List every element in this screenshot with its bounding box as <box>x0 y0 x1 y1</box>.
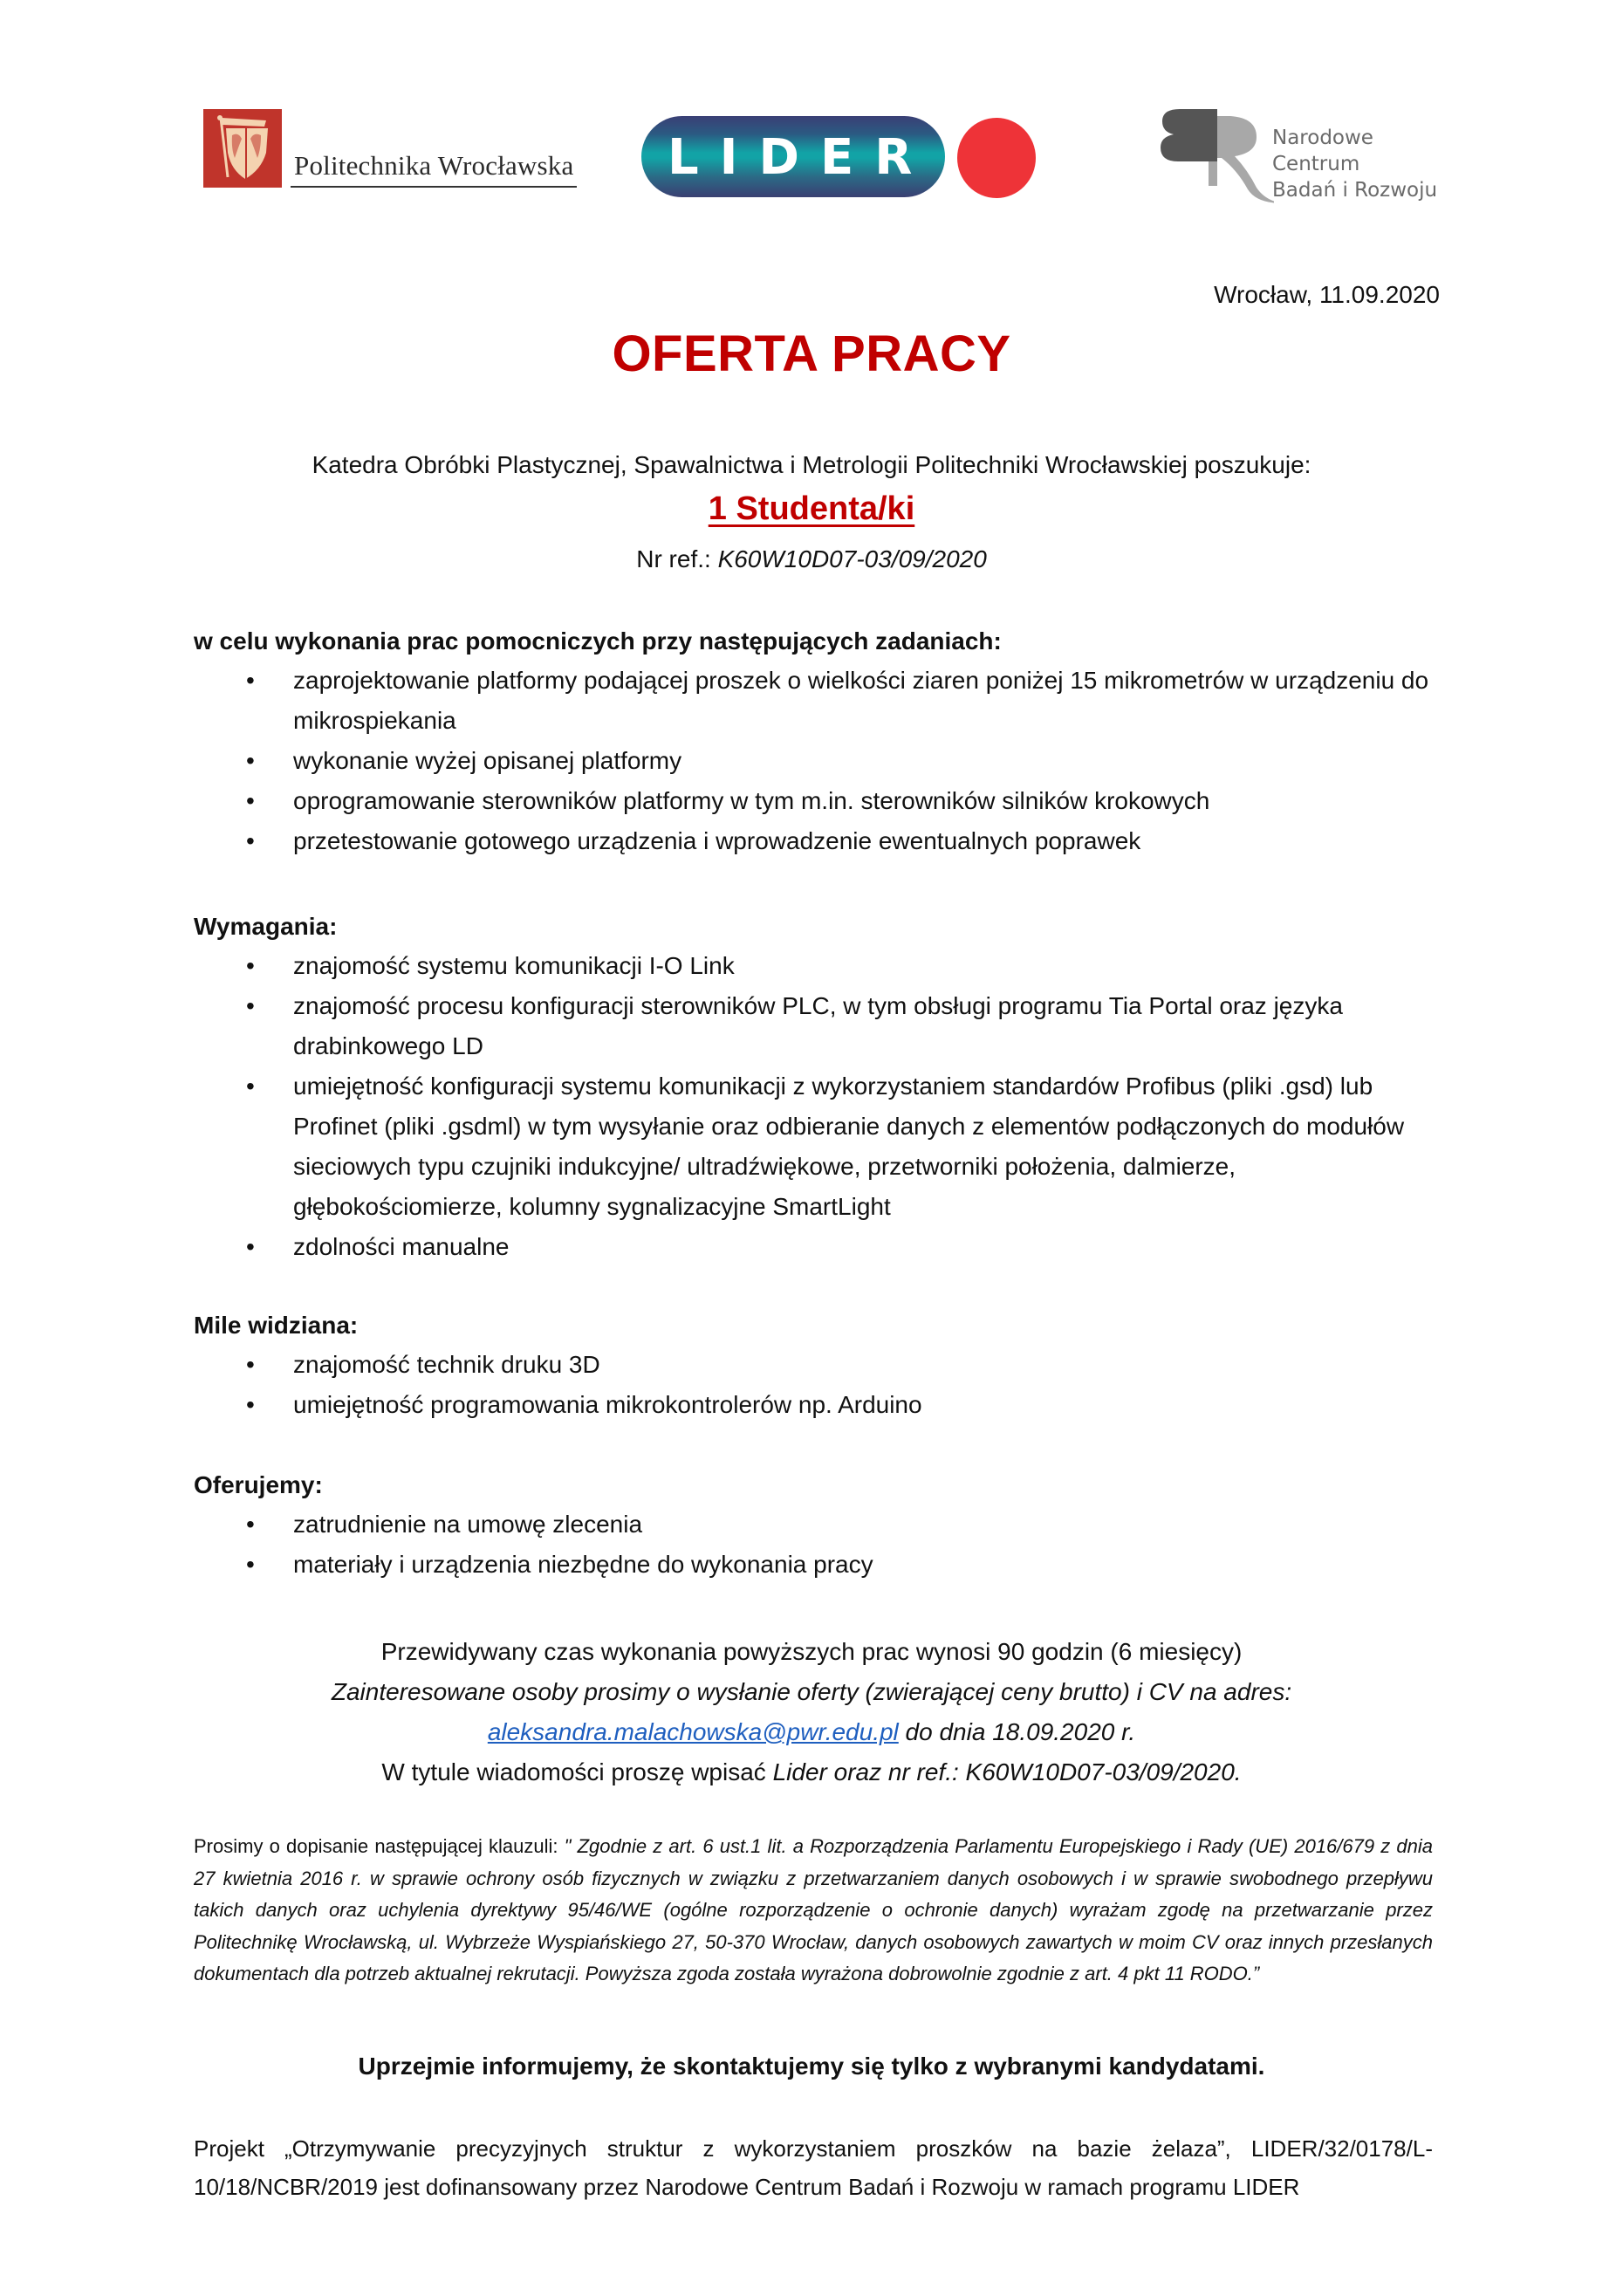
list-item-text: zaprojektowanie platformy podającej proszek o wielkości ziaren poniżej 15 mikrometrów w urządzeniu do mikrospiekania <box>293 667 1429 734</box>
subject-value: Lider oraz nr ref.: K60W10D07-03/09/2020. <box>772 1758 1242 1785</box>
subject-line <box>0 1752 1623 1792</box>
bullet-icon: • <box>246 1551 255 1578</box>
instruction-text <box>0 1672 1623 1712</box>
ncbr-logo <box>1126 92 1457 205</box>
bullet-icon: • <box>246 1351 255 1378</box>
bullet-icon: • <box>246 952 255 979</box>
offer-section <box>194 1466 1433 1585</box>
bullet-icon: • <box>246 1073 255 1100</box>
eagle-crest-icon <box>203 109 282 188</box>
list-item-text: zdolności manualne <box>293 1233 510 1260</box>
list-item-text: zatrudnienie na umowę zlecenia <box>293 1511 643 1538</box>
red-dot-icon <box>957 118 1036 198</box>
lider-text: LIDER <box>668 129 934 186</box>
position-title: 1 Studenta/ki <box>708 490 915 527</box>
email-line <box>0 1712 1623 1752</box>
list-item-text: wykonanie wyżej opisanej platformy <box>293 747 682 774</box>
email-link[interactable]: aleksandra.malachowska@pwr.edu.pl <box>487 1718 899 1745</box>
ref-value: K60W10D07-03/09/2020 <box>717 545 987 572</box>
reference-number <box>0 545 1623 573</box>
list-item-text: materiały i urządzenia niezbędne do wykonania pracy <box>293 1551 873 1578</box>
project-funding-note: Projekt „Otrzymywanie precyzyjnych struktur z wykorzystaniem proszków na bazie żelaza”, LIDER/32/0178/L-10/18/NCBR/2019 jest dofinansowany przez Narodowe Centrum Badań i Rozwoju w ramach programu LIDER <box>194 2135 1433 2200</box>
list-item <box>194 1385 1433 1425</box>
list-item <box>194 1066 1433 1227</box>
application-info <box>0 1632 1623 1792</box>
list-item <box>194 661 1433 741</box>
contact-notice: Uprzejmie informujemy, że skontaktujemy się tylko z wybranymi kandydatami. <box>358 2053 1265 2080</box>
ref-label: Nr ref.: <box>636 545 718 572</box>
list-item-text: przetestowanie gotowego urządzenia i wprowadzenie ewentualnych poprawek <box>293 827 1141 854</box>
list-item <box>194 1504 1433 1545</box>
bullet-icon: • <box>246 1511 255 1538</box>
intro-text: Katedra Obróbki Plastycznej, Spawalnictwa i Metrologii Politechniki Wrocławskiej poszukuje: <box>312 451 1311 478</box>
bullet-icon: • <box>246 992 255 1019</box>
nice-to-have-list <box>194 1345 1433 1425</box>
requirements-list <box>194 946 1433 1267</box>
br-monogram-icon <box>1126 92 1274 205</box>
lider-logo <box>641 116 1069 199</box>
bullet-icon: • <box>246 1391 255 1418</box>
list-item-text: znajomość procesu konfiguracji sterowników PLC, w tym obsługi programu Tia Portal oraz języka drabinkowego LD <box>293 992 1343 1059</box>
tasks-list <box>194 661 1433 861</box>
list-item-text: znajomość systemu komunikacji I-O Link <box>293 952 735 979</box>
list-item <box>194 741 1433 781</box>
list-item <box>194 1345 1433 1385</box>
nice-to-have-heading: Mile widziana: <box>194 1312 359 1339</box>
list-item <box>194 1545 1433 1585</box>
instruction-italic: Zainteresowane osoby prosimy o wysłanie oferty (zwierającej ceny brutto) i CV na adres: <box>331 1678 1292 1705</box>
list-item <box>194 1227 1433 1267</box>
requirements-section <box>194 908 1433 1267</box>
deadline-text: do dnia 18.09.2020 r. <box>898 1718 1136 1745</box>
document-date: Wrocław, 11.09.2020 <box>1214 281 1440 308</box>
ncbr-name-line2: Badań i Rozwoju <box>1272 179 1438 202</box>
pwr-name: Politechnika Wrocławska <box>291 149 577 188</box>
offer-heading: Oferujemy: <box>194 1471 323 1498</box>
list-item-text: umiejętność programowania mikrokontrolerów np. Arduino <box>293 1391 922 1418</box>
list-item <box>194 781 1433 821</box>
ncbr-name <box>1272 125 1457 203</box>
requirements-heading: Wymagania: <box>194 913 338 940</box>
pwr-logo <box>203 109 577 188</box>
ncbr-name-line1: Narodowe Centrum <box>1272 127 1373 175</box>
offer-list <box>194 1504 1433 1585</box>
page-title: OFERTA PRACY <box>612 326 1011 382</box>
gdpr-clause <box>194 1831 1433 1991</box>
duration-text: Przewidywany czas wykonania powyższych prac wynosi 90 godzin (6 miesięcy) <box>380 1638 1243 1665</box>
lider-bar <box>641 116 945 197</box>
list-item-text: umiejętność konfiguracji systemu komunikacji z wykorzystaniem standardów Profibus (pliki .gsd) lub Profinet (pliki .gsdml) w tym wysyłanie oraz odbieranie danych z elementów podłączonych do modułów sieciowych typu czujniki indukcyjne/ ultradźwiękowe, przetworniki położenia, dalmierze, głębokościomierze, kolumny sygnalizacyjne SmartLight <box>293 1073 1405 1220</box>
tasks-heading: w celu wykonania prac pomocniczych przy następujących zadaniach: <box>194 627 1002 655</box>
subject-prefix: W tytule wiadomości proszę wpisać <box>381 1758 773 1785</box>
list-item <box>194 821 1433 861</box>
list-item-text: znajomość technik druku 3D <box>293 1351 600 1378</box>
list-item <box>194 986 1433 1066</box>
nice-to-have-section <box>194 1306 1433 1425</box>
tasks-section <box>194 622 1433 861</box>
clause-intro: Prosimy o dopisanie następującej klauzuli: <box>194 1835 565 1857</box>
bullet-icon: • <box>246 787 255 814</box>
bullet-icon: • <box>246 827 255 854</box>
bullet-icon: • <box>246 1233 255 1260</box>
bullet-icon: • <box>246 667 255 694</box>
bullet-icon: • <box>246 747 255 774</box>
clause-text: " Zgodnie z art. 6 ust.1 lit. a Rozporządzenia Parlamentu Europejskiego i Rady (UE) 2016/679 z dnia 27 kwietnia 2016 r. w sprawie ochrony osób fizycznych w związku z przetwarzaniem danych osobowych i w sprawie swobodnego przepływu takich danych oraz uchylenia dyrektywy 95/46/WE (ogólne rozporządzenie o ochronie danych) wyrażam zgodę na przetwarzanie przez Politechnikę Wrocławską, ul. Wybrzeże Wyspiańskiego 27, 50-370 Wrocław, danych osobowych zawartych w moim CV oraz innych przesłanych dokumentach dla potrzeb aktualnej rekrutacji. Powyższa zgoda została wyrażona dobrowolnie zgodnie z art. 4 pkt 11 RODO.” <box>194 1835 1433 1984</box>
list-item-text: oprogramowanie sterowników platformy w tym m.in. sterowników silników krokowych <box>293 787 1210 814</box>
list-item <box>194 946 1433 986</box>
